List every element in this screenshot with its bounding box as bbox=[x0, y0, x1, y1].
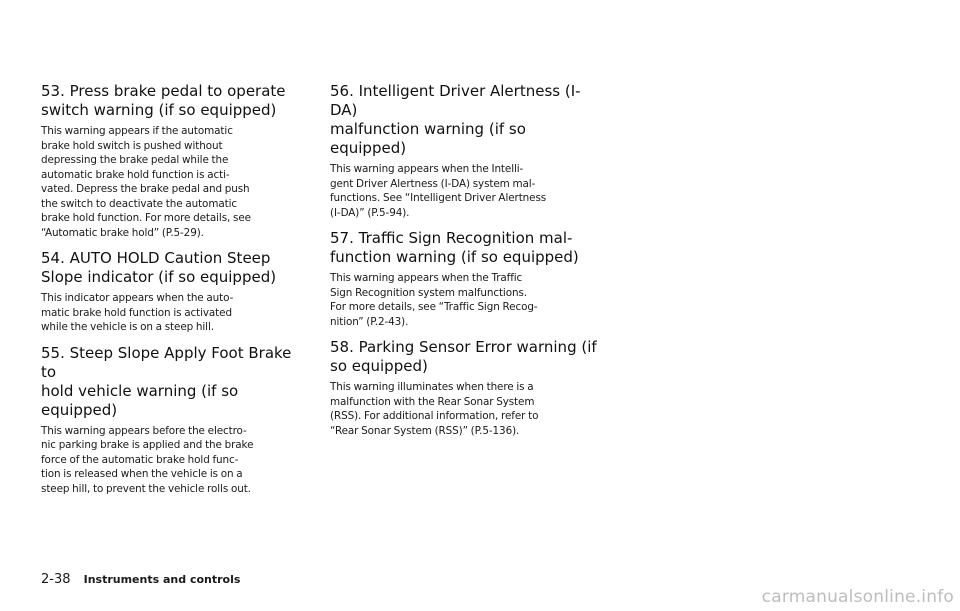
section-body: This warning appears if the automatic brake hold switch is pushed without depressing the brake pedal while the automatic brake hold function is acti- vated. Depress the brake pedal and push the switch to deactivate the automatic brake hold function. For more details, see “Automatic brake hold” (P.5-29). bbox=[41, 125, 251, 239]
page-footer bbox=[41, 568, 240, 587]
section-heading: 57. Traffic Sign Recognition mal- function warning (if so equipped) bbox=[330, 229, 579, 266]
section-54 bbox=[41, 249, 309, 335]
section-heading: 53. Press brake pedal to operate switch warning (if so equipped) bbox=[41, 82, 286, 119]
section-body: This indicator appears when the auto- matic brake hold function is activated while the vehicle is on a steep hill. bbox=[41, 292, 234, 333]
section-heading: 55. Steep Slope Apply Foot Brake to hold vehicle warning (if so equipped) bbox=[41, 343, 292, 419]
left-column bbox=[41, 82, 309, 505]
section-53 bbox=[41, 82, 309, 240]
watermark-link[interactable]: carmanualsonline.info bbox=[761, 587, 954, 607]
section-58 bbox=[330, 338, 598, 438]
page-number: 2-38 bbox=[41, 572, 71, 587]
section-heading: 58. Parking Sensor Error warning (if so equipped) bbox=[330, 338, 597, 375]
section-body: This warning illuminates when there is a malfunction with the Rear Sonar System (RSS). For additional information, refer to “Rear Sonar System (RSS)” (P.5-136). bbox=[330, 381, 539, 437]
section-57 bbox=[330, 229, 598, 329]
section-heading: 56. Intelligent Driver Alertness (I-DA) malfunction warning (if so equipped) bbox=[330, 82, 581, 157]
chapter-title: Instruments and controls bbox=[83, 573, 241, 586]
right-column bbox=[330, 82, 598, 447]
section-heading: 54. AUTO HOLD Caution Steep Slope indicator (if so equipped) bbox=[41, 249, 277, 286]
section-body: This warning appears before the electro- nic parking brake is applied and the brake force of the automatic brake hold func- tion is released when the vehicle is on a steep hill, to prevent the vehicle rolls out. bbox=[41, 424, 254, 495]
section-body: This warning appears when the Intelli- gent Driver Alertness (I-DA) system mal- functions. See “Intelligent Driver Alertness (I-DA)” (P.5-94). bbox=[330, 163, 547, 219]
section-55 bbox=[41, 344, 309, 497]
section-56 bbox=[330, 82, 598, 220]
section-body: This warning appears when the Traffic Sign Recognition system malfunctions. For more details, see “Traffic Sign Recog- nition” (P.2-43). bbox=[330, 272, 538, 328]
